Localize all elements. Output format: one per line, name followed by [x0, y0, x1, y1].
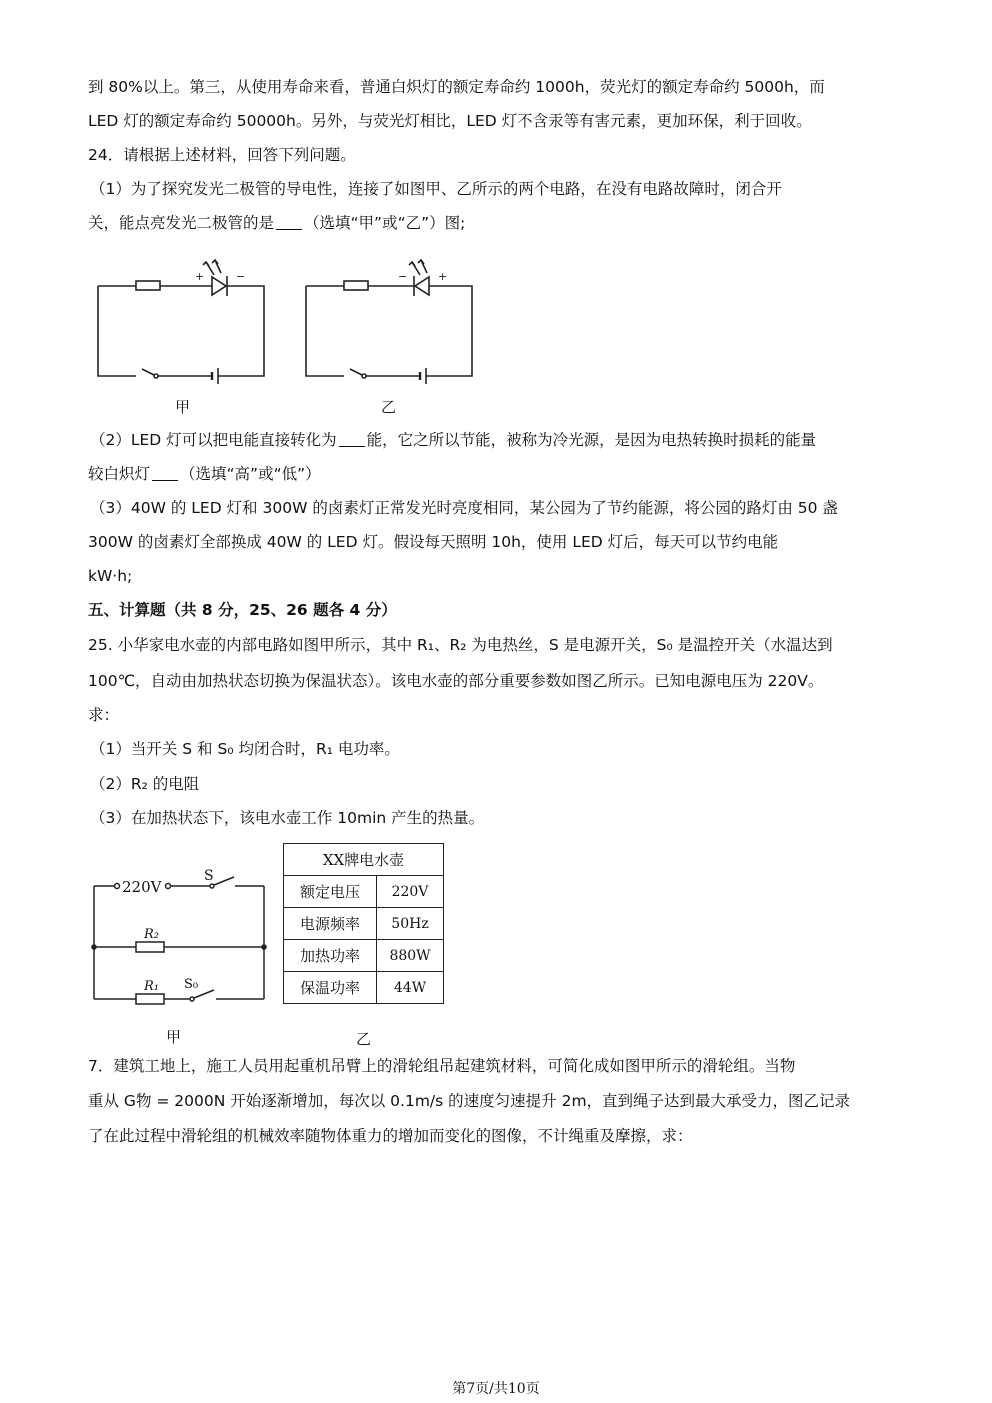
table-value: 880W — [377, 940, 444, 972]
switch-s0-label: S₀ — [184, 977, 199, 992]
table-value: 44W — [377, 972, 444, 1004]
question-24-3-cont: 300W 的卤素灯全部换成 40W 的 LED 灯。假设每天照明 10h，使用 LED 灯后，每天可以节约电能 — [88, 533, 779, 551]
circuit-jia-diagram — [96, 268, 271, 388]
question-25: 25. 小华家电水壶的内部电路如图甲所示，其中 R₁、R₂ 为电热丝，S 是电源开关，S₀ 是温控开关（水温达到 — [88, 636, 833, 654]
figure-label-yi: 乙 — [356, 1030, 372, 1048]
kettle-circuit-diagram — [92, 866, 272, 1006]
table-row — [284, 972, 444, 1004]
text-segment: （选填“高”或“低”） — [180, 465, 321, 483]
question-25-2: （2）R₂ 的电阻 — [90, 775, 200, 793]
page-number: 第7页/共10页 — [452, 1381, 540, 1397]
voltage-label: 220V — [122, 878, 162, 896]
question-24-2-cont — [88, 463, 321, 485]
question-24-3-unit: kW·h; — [88, 567, 133, 585]
plus-sign: + — [195, 270, 205, 283]
question-7: 7．建筑工地上，施工人员用起重机吊臂上的滑轮组吊起建筑材料，可简化成如图甲所示的滑轮组。当物 — [88, 1057, 796, 1075]
table-value: 220V — [377, 876, 444, 908]
table-key: 额定电压 — [284, 876, 377, 908]
question-25-1: （1）当开关 S 和 S₀ 均闭合时，R₁ 电功率。 — [90, 740, 400, 758]
figure-label-jia: 甲 — [166, 1028, 182, 1046]
table-row — [284, 940, 444, 972]
figure-label-yi: 乙 — [381, 398, 397, 416]
resistor-r2-label: R₂ — [144, 927, 159, 942]
text-segment: 关，能点亮发光二极管的是 — [88, 214, 275, 232]
table-row — [284, 908, 444, 940]
question-7-cont: 了在此过程中滑轮组的机械效率随物体重力的增加而变化的图像，不计绳重及摩擦，求： — [88, 1127, 693, 1145]
question-25-3: （3）在加热状态下，该电水壶工作 10min 产生的热量。 — [90, 809, 485, 827]
question-25-ask: 求： — [88, 706, 120, 724]
figure-label-jia: 甲 — [175, 398, 191, 416]
question-25-cont: 100℃，自动由加热状态切换为保温状态）。该电水壶的部分重要参数如图乙所示。已知电源电压为 220V。 — [88, 672, 824, 690]
table-row — [284, 876, 444, 908]
question-24-3: （3）40W 的 LED 灯和 300W 的卤素灯正常发光时亮度相同，某公园为了节约能源，将公园的路灯由 50 盏 — [90, 499, 838, 517]
resistor-r1-label: R₁ — [144, 979, 159, 994]
text-segment: （选填“甲”或“乙”）图; — [304, 214, 466, 232]
text-segment: （2）LED 灯可以把电能直接转化为 — [90, 431, 337, 449]
table-key: 加热功率 — [284, 940, 377, 972]
text-segment: 较白炽灯 — [88, 465, 151, 483]
circuit-yi-diagram — [304, 268, 479, 388]
minus-sign: − — [398, 270, 408, 283]
table-key: 电源频率 — [284, 908, 377, 940]
kettle-parameter-table — [283, 843, 444, 1004]
section-heading: 五、计算题（共 8 分，25、26 题各 4 分） — [88, 601, 397, 619]
minus-sign: − — [236, 270, 246, 283]
answer-blank[interactable] — [276, 215, 302, 230]
plus-sign: + — [438, 270, 448, 283]
table-title: XX牌电水壶 — [284, 844, 444, 876]
text-line: 到 80%以上。第三，从使用寿命来看，普通白炽灯的额定寿命约 1000h，荧光灯的额定寿命约 5000h，而 — [88, 78, 825, 96]
question-24-2 — [90, 429, 816, 451]
table-key: 保温功率 — [284, 972, 377, 1004]
switch-s-label: S — [204, 868, 214, 884]
text-segment: 能，它之所以节能，被称为冷光源，是因为电热转换时损耗的能量 — [366, 431, 817, 449]
question-7-cont: 重从 G物 = 2000N 开始逐渐增加，每次以 0.1m/s 的速度匀速提升 2m，直到绳子达到最大承受力，图乙记录 — [88, 1092, 851, 1110]
question-24-1-cont — [88, 212, 465, 234]
answer-blank[interactable] — [152, 466, 178, 481]
question-24-1: （1）为了探究发光二极管的导电性，连接了如图甲、乙所示的两个电路，在没有电路故障时，闭合开 — [90, 180, 782, 198]
text-line: LED 灯的额定寿命约 50000h。另外，与荧光灯相比，LED 灯不含汞等有害元素，更加环保，利于回收。 — [88, 112, 812, 130]
answer-blank[interactable] — [339, 432, 365, 447]
question-24-heading: 24．请根据上述材料，回答下列问题。 — [88, 146, 356, 164]
table-value: 50Hz — [377, 908, 444, 940]
